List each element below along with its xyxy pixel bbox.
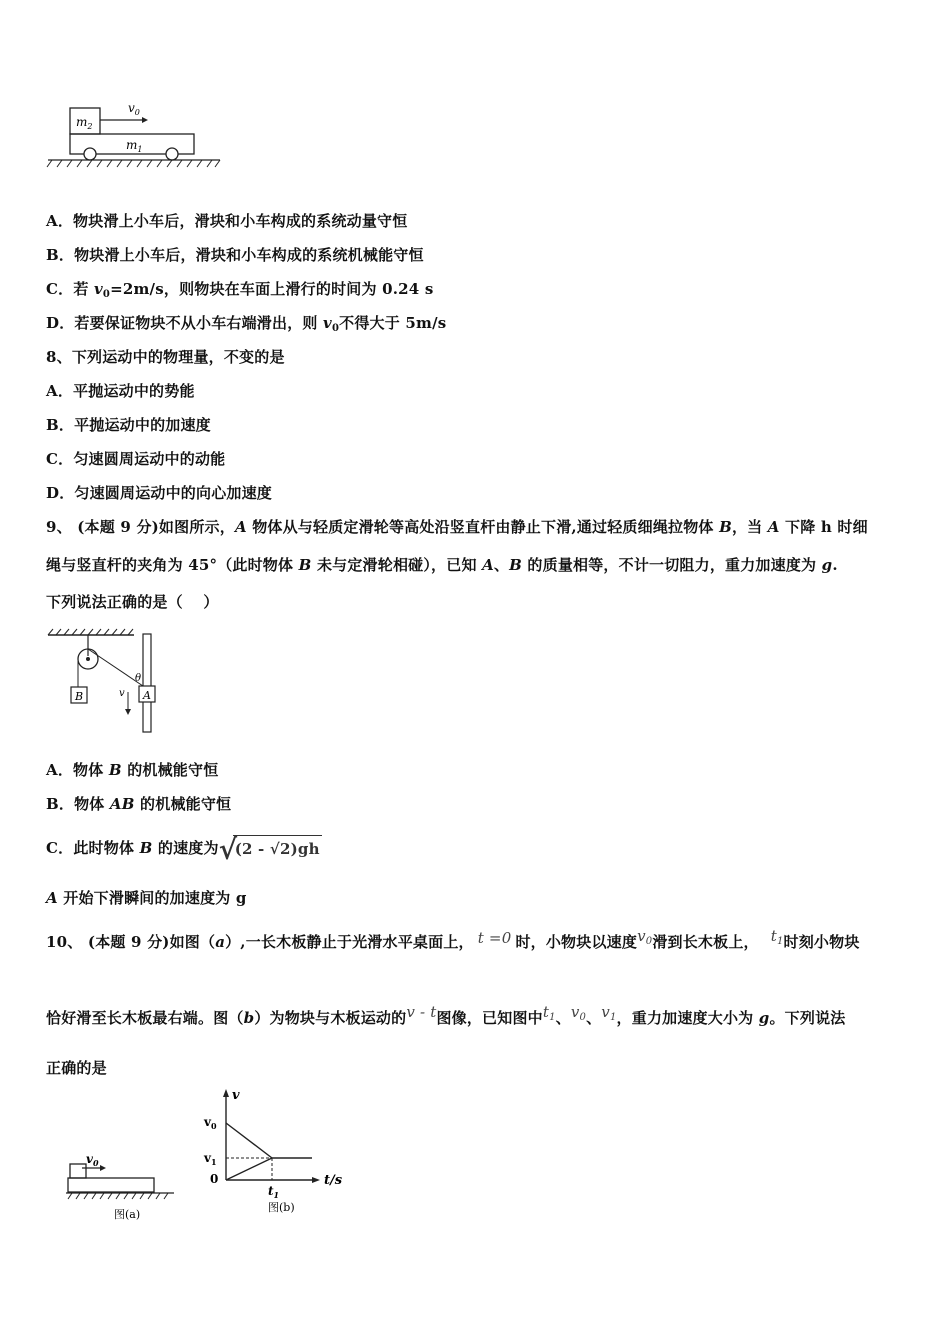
vertical-rod [143,634,151,732]
table-hatch [68,1193,168,1199]
caption-a: 图(a) [114,1208,141,1221]
q7-option-c[interactable]: C．若 $v_0=2m/s$，则物块在车面上滑行的时间为 0.24 s [46,280,434,300]
label-axis-ts: t/s [324,1173,343,1188]
vt-graph-b [196,1083,356,1223]
pulley-axle [86,657,90,661]
block-velocity-line [226,1123,272,1158]
v0-arrowhead [100,1165,106,1171]
ground-hatch [47,160,220,167]
label-v0: $v_0$ [86,1152,99,1168]
wheel-right [166,148,178,160]
q9-stem-line1: 9、 (本题 9 分)如图所示，A 物体从与轻质定滑轮等高处沿竖直杆由静止下滑,通过轻质细绳拉物体 B，当 A 下降 h 时细 [46,518,868,536]
q10-stem-line1: 10、 (本题 9 分)如图（a）,一长木板静止于光滑水平桌面上， t =0 时，小物块以速度$v_0$滑到长木板上， $t_1$时刻小物块 [46,927,860,951]
q10-stem-line2: 恰好滑至长木板最右端。图（b）为物块与木板运动的v - t图像，已知图中$t_1$、$v_0$、$v_1$，重力加速度大小为 g。下列说法 [46,1003,846,1027]
board-velocity-line [226,1158,272,1180]
label-v0: $v_0$ [204,1115,217,1131]
label-v1: $v_1$ [204,1151,217,1167]
cart-block-figure [44,96,224,172]
label-axis-v: v [232,1088,240,1103]
q9-stem-line3: 下列说法正确的是（ ） [46,593,219,611]
q8-option-c[interactable]: C．匀速圆周运动中的动能 [46,450,226,468]
caption-b: 图(b) [268,1201,295,1214]
q9-option-a[interactable]: A．物体 B 的机械能守恒 [46,761,219,779]
velocity-arrowhead [142,117,148,123]
board-figure-a [62,1150,180,1226]
label-m2: $m_2$ [76,115,93,131]
pulley-figure [44,626,164,736]
q7-option-a[interactable]: A．物块滑上小车后，滑块和小车构成的系统动量守恒 [46,212,408,230]
q8-option-a[interactable]: A．平抛运动中的势能 [46,382,195,400]
q9-option-d[interactable]: A 开始下滑瞬间的加速度为 g [46,889,247,907]
label-A: A [143,689,151,702]
label-v0: $v_0$ [128,101,140,117]
wheel-left [84,148,96,160]
x-axis-arrow [312,1177,320,1183]
label-theta: θ [135,673,142,684]
q10-stem-line3: 正确的是 [46,1059,107,1077]
label-t1: $t_1$ [268,1184,280,1200]
q7-option-b[interactable]: B．物块滑上小车后，滑块和小车构成的系统机械能守恒 [46,246,424,264]
q8-stem: 8、下列运动中的物理量，不变的是 [46,348,285,366]
sqrt-formula: √ (2 - √2)gh [218,833,320,866]
q8-option-d[interactable]: D．匀速圆周运动中的向心加速度 [46,484,273,502]
q9-option-b[interactable]: B．物体 AB 的机械能守恒 [46,795,232,813]
q9-option-c[interactable]: C．此时物体 B 的速度为 √ (2 - √2)gh [46,833,320,866]
label-origin: 0 [210,1172,219,1186]
q7-option-d[interactable]: D．若要保证物块不从小车右端滑出，则 $v_0$不得大于 5m/s [46,314,447,334]
q8-option-b[interactable]: B．平抛运动中的加速度 [46,416,211,434]
label-B: B [75,690,84,703]
velocity-arrowhead-A [125,709,131,715]
q9-stem-line2: 绳与竖直杆的夹角为 45°（此时物体 B 未与定滑轮相碰），已知 A、B 的质量相等，不计一切阻力，重力加速度为 g. [46,556,838,574]
small-block [70,1164,86,1178]
label-m1: $m_1$ [126,138,143,154]
long-board [68,1178,154,1192]
label-v: v [119,688,125,699]
ceiling-hatch [48,629,133,635]
y-axis-arrow [223,1089,229,1097]
